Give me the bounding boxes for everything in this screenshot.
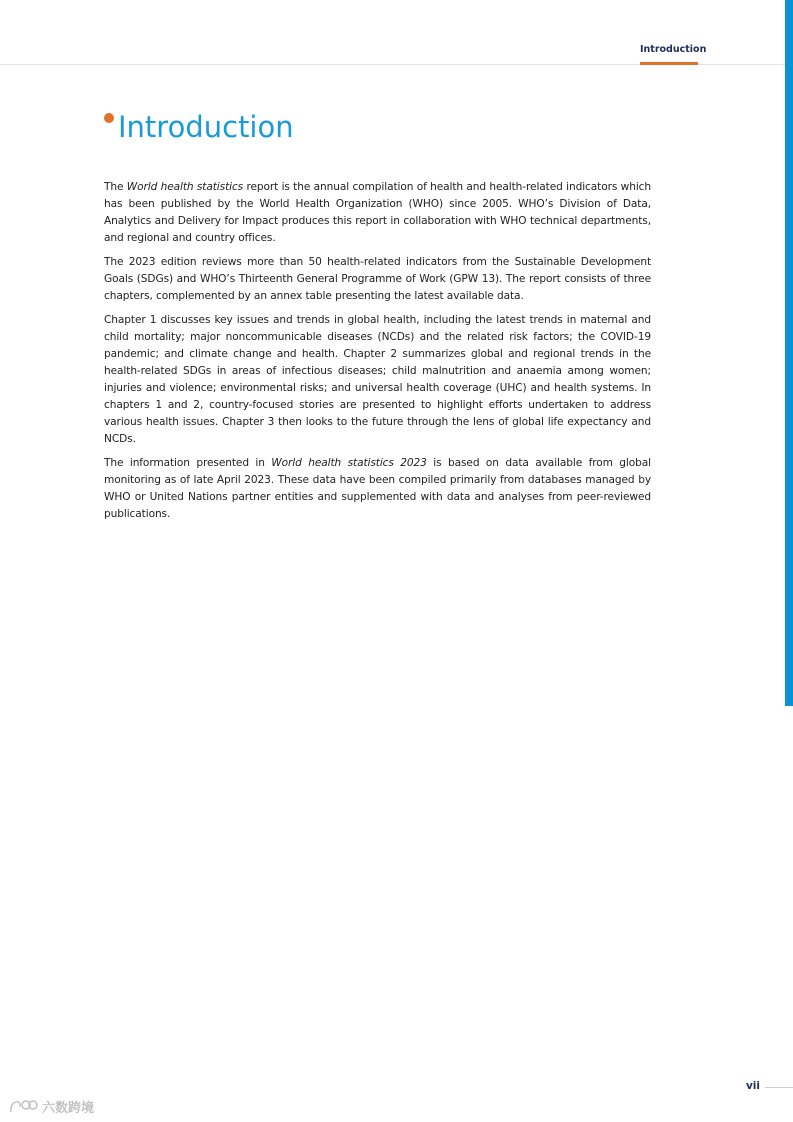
paragraph-text: The information presented in xyxy=(104,457,272,469)
paragraph xyxy=(104,312,651,448)
running-header-section: Introduction xyxy=(640,44,707,55)
paragraph-text: is based on data available from global monitoring as of late April 2023. These data have been compiled primarily from databases managed by WHO or United Nations partner entities and supplemented with data and analyses from peer-reviewed publications. xyxy=(104,457,652,520)
paragraph-text: Chapter 1 discusses key issues and trends in global health, including the latest trends in maternal and child mortality; major noncommunicable diseases (NCDs) and the related risk factors; the COVID-19 pandemic; and climate change and health. Chapter 2 summarizes global and regional trends in the health-related SDGs in areas of infectious diseases; child malnutrition and anaemia among women; injuries and violence; environmental risks; and universal health coverage (UHC) and health systems. In chapters 1 and 2, country-focused stories are presented to highlight efforts undertaken to address various health issues. Chapter 3 then looks to the future through the lens of global life expectancy and NCDs. xyxy=(104,314,651,445)
watermark-logo xyxy=(8,1096,108,1118)
paragraph xyxy=(104,455,651,523)
body-text xyxy=(104,179,651,530)
report-title-italic: World health statistics xyxy=(126,181,244,193)
page-number: vii xyxy=(745,1080,760,1092)
paragraph xyxy=(104,254,651,305)
bullet-dot-icon xyxy=(104,113,114,123)
paragraph-text: The xyxy=(104,181,127,193)
paragraph-text: report is the annual compilation of health and health-related indicators which has been published by the World Health Organization (WHO) since 2005. WHO’s Division of Data, Analytics and Delivery for Impact produces this report in collaboration with WHO technical departments, and regional and country offices. xyxy=(104,181,651,244)
footer-divider xyxy=(765,1087,793,1088)
paragraph xyxy=(104,179,651,247)
paragraph-text: The 2023 edition reviews more than 50 health-related indicators from the Sustainable Development Goals (SDGs) and WHO’s Thirteenth General Programme of Work (GPW 13). The report consists of three chapters, complemented by an annex table presenting the latest available data. xyxy=(104,256,651,302)
watermark-text: 六数跨境 xyxy=(42,1101,95,1116)
running-header-underline xyxy=(640,62,698,65)
page-title: Introduction xyxy=(118,110,294,144)
report-title-italic: World health statistics 2023 xyxy=(271,457,427,469)
side-accent-bar xyxy=(785,0,793,706)
